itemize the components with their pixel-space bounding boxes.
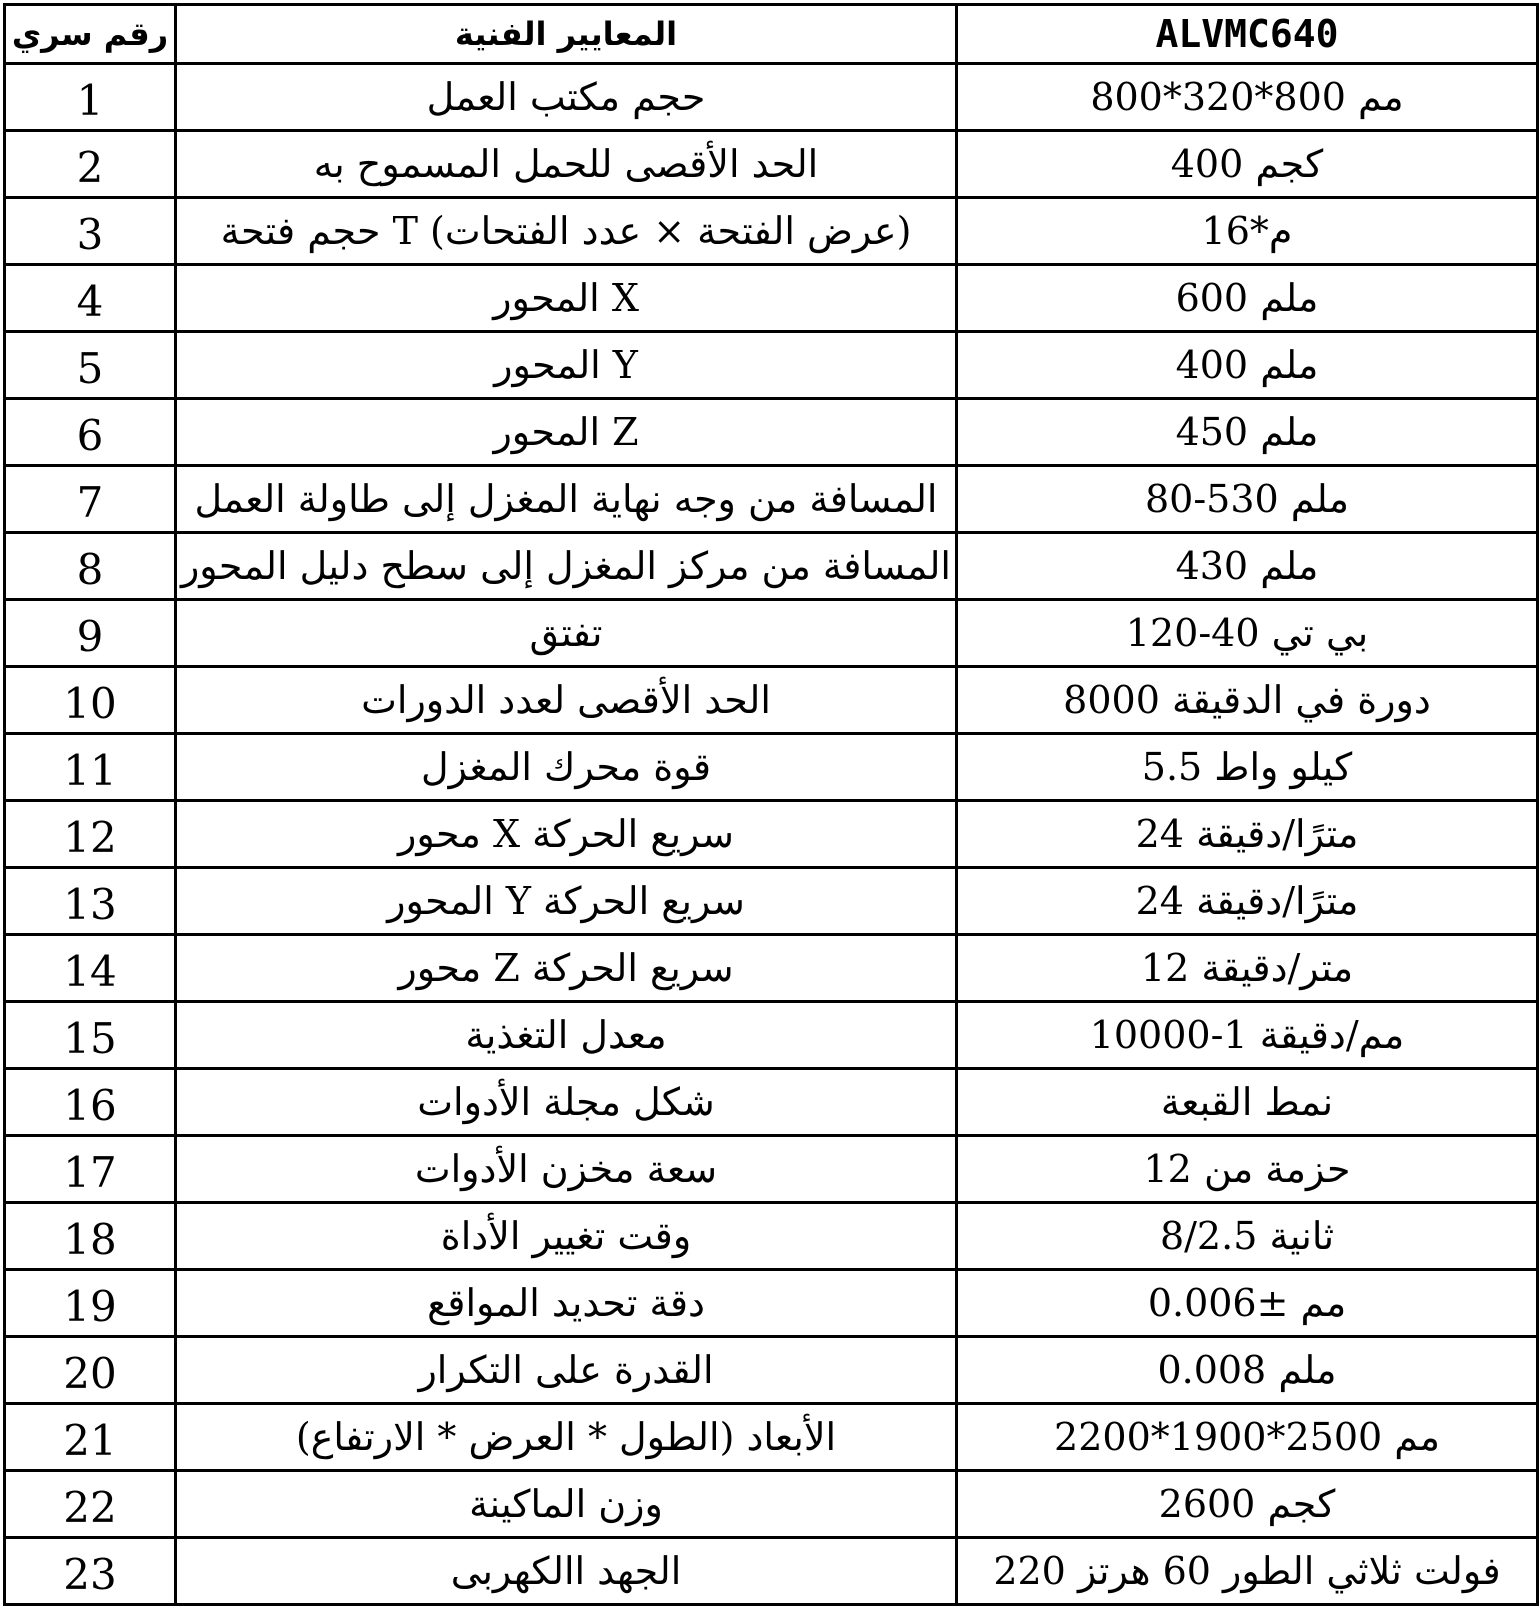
serial-number-cell: 17 (5, 1136, 176, 1203)
value-cell: دورة في الدقيقة 8000 (957, 667, 1538, 734)
serial-number-cell: 11 (5, 734, 176, 801)
serial-number-cell: 8 (5, 533, 176, 600)
value-cell: ملم 530-80 (957, 466, 1538, 533)
table-row (5, 1270, 1538, 1337)
table-row (5, 801, 1538, 868)
serial-number-cell: 5 (5, 332, 176, 399)
table-row (5, 198, 1538, 265)
parameter-cell: شكل مجلة الأدوات (176, 1069, 957, 1136)
serial-number-header: رقم سري (5, 5, 176, 64)
value-cell: متر/دقيقة 12 (957, 935, 1538, 1002)
value-cell: حزمة من 12 (957, 1136, 1538, 1203)
table-row (5, 533, 1538, 600)
serial-number-cell: 10 (5, 667, 176, 734)
serial-number-cell: 16 (5, 1069, 176, 1136)
specifications-table (3, 3, 1539, 1606)
parameter-cell: سريع الحركة Z محور (176, 935, 957, 1002)
value-cell: ملم 0.008 (957, 1337, 1538, 1404)
serial-number-cell: 19 (5, 1270, 176, 1337)
value-cell: ملم 400 (957, 332, 1538, 399)
value-cell: مم ±0.006 (957, 1270, 1538, 1337)
table-row (5, 1069, 1538, 1136)
parameter-cell: القدرة على التكرار (176, 1337, 957, 1404)
table-row (5, 64, 1538, 131)
parameter-cell: وقت تغيير الأداة (176, 1203, 957, 1270)
parameter-cell: معدل التغذية (176, 1002, 957, 1069)
table-row (5, 1136, 1538, 1203)
serial-number-cell: 1 (5, 64, 176, 131)
value-cell: مترًا/دقيقة 24 (957, 801, 1538, 868)
serial-number-cell: 15 (5, 1002, 176, 1069)
value-cell: م*16 (957, 198, 1538, 265)
header-row (5, 5, 1538, 64)
table-row (5, 1538, 1538, 1605)
parameter-cell: الحد الأقصى لعدد الدورات (176, 667, 957, 734)
value-cell: ثانية 8/2.5 (957, 1203, 1538, 1270)
table-row (5, 868, 1538, 935)
parameter-cell: سريع الحركة X محور (176, 801, 957, 868)
table-row (5, 1337, 1538, 1404)
value-cell: بي تي 40-120 (957, 600, 1538, 667)
table-row (5, 935, 1538, 1002)
value-cell: ملم 450 (957, 399, 1538, 466)
parameter-cell: Z المحور (176, 399, 957, 466)
table-row (5, 399, 1538, 466)
serial-number-cell: 3 (5, 198, 176, 265)
table-row (5, 1471, 1538, 1538)
parameter-cell: الحد الأقصى للحمل المسموح به (176, 131, 957, 198)
parameter-cell: الأبعاد (الطول * العرض * الارتفاع) (176, 1404, 957, 1471)
value-cell: فولت ثلاثي الطور 60 هرتز 220 (957, 1538, 1538, 1605)
model-header: ALVMC640 (957, 5, 1538, 64)
serial-number-cell: 18 (5, 1203, 176, 1270)
serial-number-cell: 6 (5, 399, 176, 466)
parameter-cell: المسافة من وجه نهاية المغزل إلى طاولة العمل (176, 466, 957, 533)
parameter-cell: سعة مخزن الأدوات (176, 1136, 957, 1203)
parameter-cell: (عرض الفتحة × عدد الفتحات) T حجم فتحة (176, 198, 957, 265)
table-row (5, 667, 1538, 734)
value-cell: ملم 430 (957, 533, 1538, 600)
parameter-cell: X المحور (176, 265, 957, 332)
table-row (5, 131, 1538, 198)
parameter-cell: Y المحور (176, 332, 957, 399)
value-cell: مترًا/دقيقة 24 (957, 868, 1538, 935)
table-row (5, 1002, 1538, 1069)
technical-parameters-header: المعايير الفنية (176, 5, 957, 64)
parameter-cell: سريع الحركة Y المحور (176, 868, 957, 935)
table-row (5, 1203, 1538, 1270)
value-cell: مم 2500*1900*2200 (957, 1404, 1538, 1471)
serial-number-cell: 23 (5, 1538, 176, 1605)
table-row (5, 600, 1538, 667)
table-row (5, 466, 1538, 533)
parameter-cell: قوة محرك المغزل (176, 734, 957, 801)
parameter-cell: تفتق (176, 600, 957, 667)
serial-number-cell: 9 (5, 600, 176, 667)
value-cell: كجم 400 (957, 131, 1538, 198)
table-row (5, 332, 1538, 399)
parameter-cell: الجهد االكهربى (176, 1538, 957, 1605)
table-row (5, 265, 1538, 332)
parameter-cell: المسافة من مركز المغزل إلى سطح دليل المحور (176, 533, 957, 600)
value-cell: كيلو واط 5.5 (957, 734, 1538, 801)
serial-number-cell: 21 (5, 1404, 176, 1471)
value-cell: ملم 600 (957, 265, 1538, 332)
serial-number-cell: 2 (5, 131, 176, 198)
serial-number-cell: 7 (5, 466, 176, 533)
parameter-cell: حجم مكتب العمل (176, 64, 957, 131)
value-cell: مم/دقيقة 1-10000 (957, 1002, 1538, 1069)
value-cell: كجم 2600 (957, 1471, 1538, 1538)
serial-number-cell: 20 (5, 1337, 176, 1404)
serial-number-cell: 14 (5, 935, 176, 1002)
serial-number-cell: 22 (5, 1471, 176, 1538)
table-row (5, 1404, 1538, 1471)
value-cell: نمط القبعة (957, 1069, 1538, 1136)
serial-number-cell: 13 (5, 868, 176, 935)
serial-number-cell: 4 (5, 265, 176, 332)
value-cell: مم 800*320*800 (957, 64, 1538, 131)
table-row (5, 734, 1538, 801)
parameter-cell: دقة تحديد المواقع (176, 1270, 957, 1337)
serial-number-cell: 12 (5, 801, 176, 868)
parameter-cell: وزن الماكينة (176, 1471, 957, 1538)
